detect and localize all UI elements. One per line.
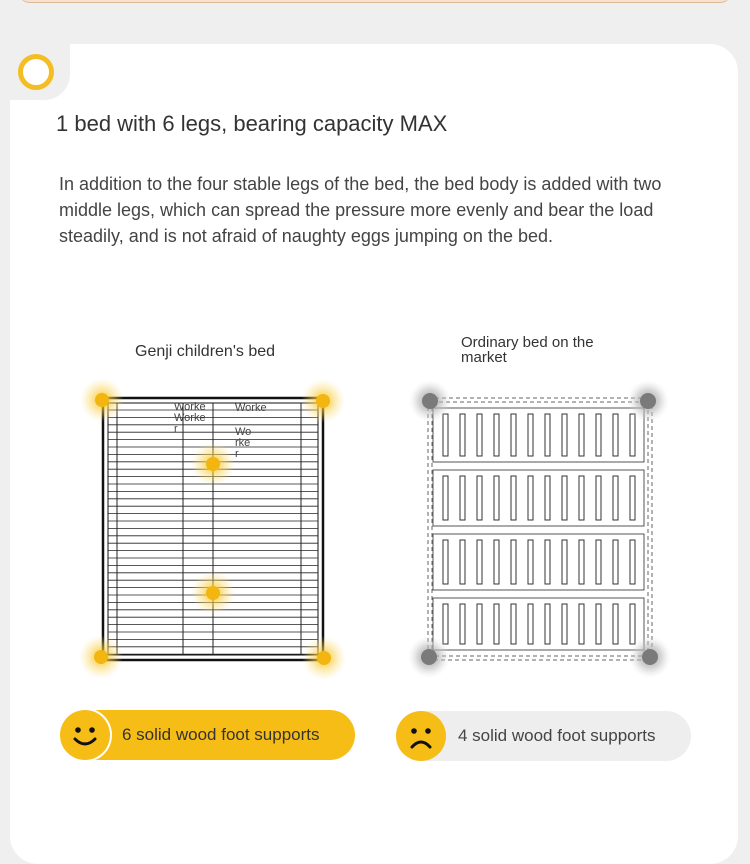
left-bed-tag-3: r <box>174 423 178 435</box>
bed-slat <box>562 540 567 584</box>
left-bed-tag-4: Worke <box>235 402 267 414</box>
bed-slat <box>443 476 448 520</box>
left-bed-label: Genji children's bed <box>135 343 276 360</box>
bed-slat <box>613 476 618 520</box>
left-bed-frame <box>103 398 323 660</box>
section-description: In addition to the four stable legs of the bed, the bed body is added with two middle legs, which can spread the pressure more evenly and bear the load steadily, and is not afraid of naughty eggs jumping on the bed. <box>59 174 662 246</box>
left-support-text: 6 solid wood foot supports <box>122 725 320 744</box>
right-support-text: 4 solid wood foot supports <box>458 726 656 745</box>
bed-slat <box>579 540 584 584</box>
bed-slat <box>596 476 601 520</box>
left-support-badge <box>60 710 355 760</box>
leg-dot <box>206 586 220 600</box>
bed-slat <box>630 604 635 644</box>
bed-slat <box>545 414 550 456</box>
bed-slat <box>613 604 618 644</box>
leg-dot <box>317 651 331 665</box>
bed-slat <box>528 476 533 520</box>
leg-dot <box>421 649 437 665</box>
bed-slat <box>443 604 448 644</box>
leg-dot <box>95 393 109 407</box>
bed-slat <box>528 540 533 584</box>
bed-slat <box>511 414 516 456</box>
left-bed-tag-2: Worke <box>174 412 206 424</box>
right-support-badge <box>396 711 691 761</box>
section-heading: 1 bed with 6 legs, bearing capacity MAX <box>56 111 448 136</box>
bed-slat <box>596 604 601 644</box>
bed-slat <box>562 414 567 456</box>
bed-slat <box>562 476 567 520</box>
frown-icon <box>396 711 446 761</box>
right-bed-label: Ordinary bed on the market <box>461 334 594 366</box>
bed-slat <box>562 604 567 644</box>
bed-slat <box>596 540 601 584</box>
bed-slat <box>477 476 482 520</box>
bed-slat <box>579 414 584 456</box>
bed-slat <box>494 604 499 644</box>
bed-slat <box>494 476 499 520</box>
bed-slat <box>579 476 584 520</box>
right-bed-legs <box>408 380 671 678</box>
leg-dot <box>640 393 656 409</box>
bed-slat <box>494 540 499 584</box>
left-bed-tag-6: rke <box>235 437 251 449</box>
leg-dot <box>94 650 108 664</box>
bed-slat <box>494 414 499 456</box>
leg-dot <box>642 649 658 665</box>
left-bed-tag-7: r <box>235 448 239 460</box>
bed-slat <box>443 540 448 584</box>
bed-slat <box>460 604 465 644</box>
bed-slat <box>511 604 516 644</box>
smile-icon <box>60 710 110 760</box>
bed-slat <box>579 604 584 644</box>
leg-dot <box>316 394 330 408</box>
left-bed-tag-5: Wo <box>235 426 252 438</box>
bed-slat <box>545 604 550 644</box>
bed-slat <box>613 414 618 456</box>
bed-slat <box>477 540 482 584</box>
bed-slat <box>613 540 618 584</box>
bed-slat <box>511 540 516 584</box>
bed-slat <box>545 540 550 584</box>
bed-slat <box>630 476 635 520</box>
right-bed-frame <box>428 398 652 660</box>
bed-slat <box>630 414 635 456</box>
bed-slat <box>477 414 482 456</box>
leg-dot <box>206 457 220 471</box>
bed-slat <box>596 414 601 456</box>
bed-slat <box>528 414 533 456</box>
bed-slat <box>460 476 465 520</box>
bed-slat <box>443 414 448 456</box>
bed-slat <box>511 476 516 520</box>
bed-slat <box>477 604 482 644</box>
bed-slat <box>528 604 533 644</box>
leg-dot <box>422 393 438 409</box>
bed-slat <box>545 476 550 520</box>
bed-slat <box>460 414 465 456</box>
left-bed-tag-1: Worke <box>174 401 206 413</box>
bed-slat <box>630 540 635 584</box>
bed-slat <box>460 540 465 584</box>
